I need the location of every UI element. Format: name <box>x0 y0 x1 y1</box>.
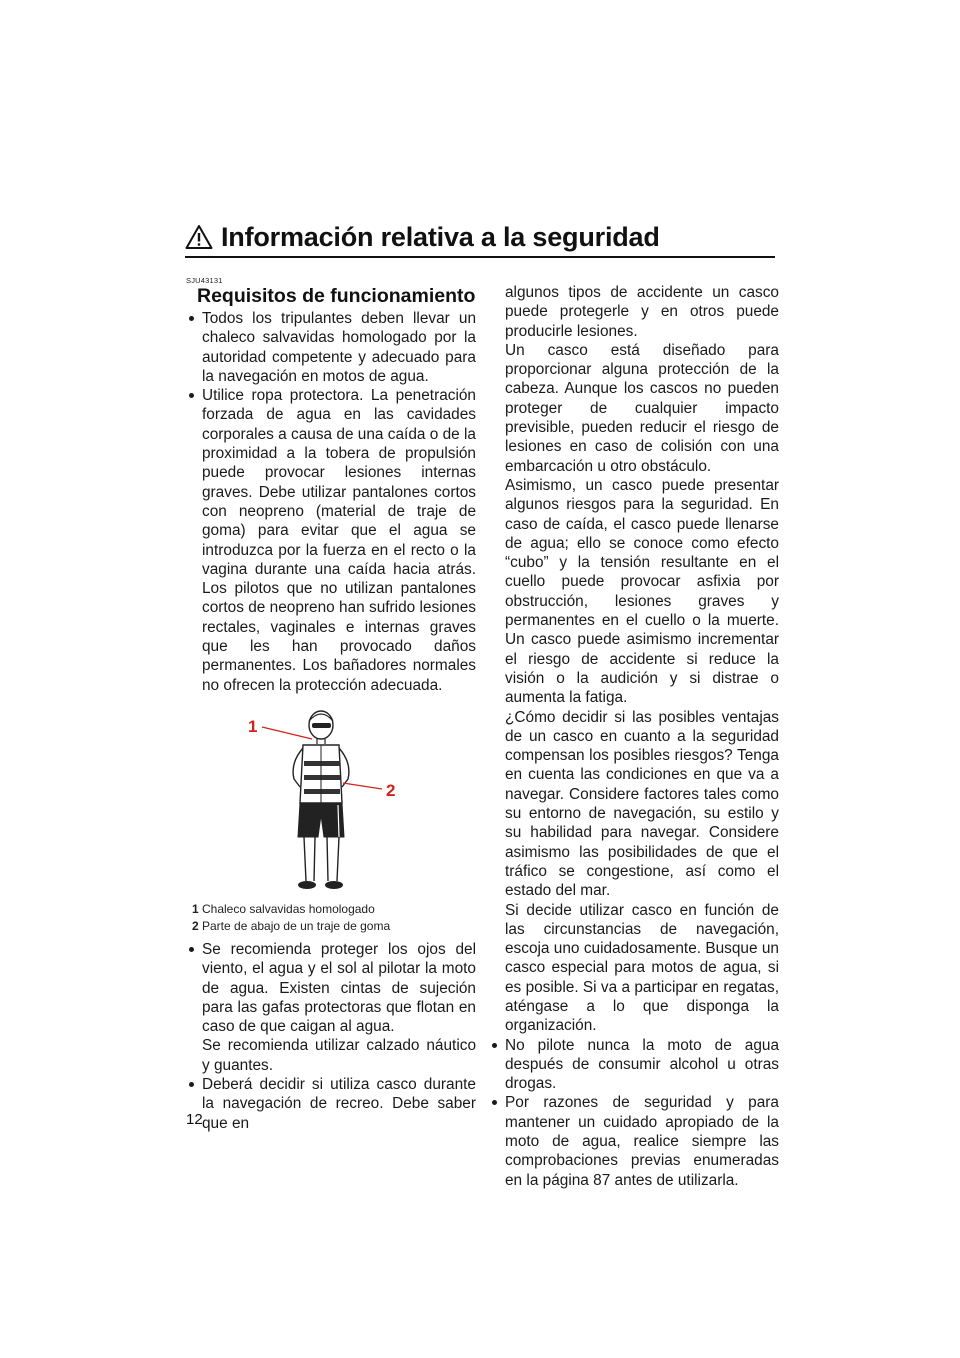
caption-item <box>186 901 476 918</box>
section-title: Requisitos de funcionamiento <box>197 285 476 307</box>
helmet-para-4: ¿Cómo decidir si las posibles ventajas de un casco en cuanto a la seguridad compensan los posibles riesgos? Tenga en cuenta las condiciones en que va a navegar. Considere factores tales como su entorno de navegación, su estilo y su habilidad para navegar. Considere asimismo las posibilidades de que el tráfico se congestione, así como el estado del mar. <box>505 708 779 900</box>
rider-illustration <box>186 703 476 899</box>
caption-item <box>186 918 476 935</box>
right-column <box>489 283 779 1190</box>
bullet-pre-checks: Por razones de seguridad y para mantener un cuidado apropiado de la moto de agua, realice siempre las comprobaciones previas enumeradas en la página 87 antes de utilizarla. <box>489 1093 779 1189</box>
callout-1: 1 <box>248 716 258 736</box>
page-header <box>185 222 775 262</box>
callout-2: 2 <box>386 780 396 800</box>
caption-number: 2 <box>192 918 199 933</box>
page-number: 12 <box>186 1111 203 1128</box>
warning-triangle-icon <box>185 224 213 250</box>
caption-text: Parte de abajo de un traje de goma <box>202 918 391 933</box>
helmet-para-3: Asimismo, un casco puede presentar algunos riesgos para la seguridad. En caso de caída, el casco puede llenarse de agua; ello se conoce como efecto “cubo” y la tensión resultante en el cuello puede provocar asfixia por obstrucción, lesiones graves y permanentes en el cuello o la muerte. Un casco puede asimismo incrementar el riesgo de accidente si reduce la visión o la audición y si distrae o aumenta la fatiga. <box>505 476 779 707</box>
helmet-para-5: Si decide utilizar casco en función de las circunstancias de navegación, escoja uno cuidadosamente. Busque un casco especial para motos de agua, si es posible. Si va a participar en regatas, aténgase a lo que disponga la organización. <box>505 901 779 1035</box>
section-code: SJU43131 <box>186 276 223 285</box>
helmet-para-1: algunos tipos de accidente un casco puede protegerle y en otros puede producirle lesiones. <box>505 284 779 340</box>
caption-number: 1 <box>192 901 199 916</box>
caption-list <box>186 901 476 935</box>
helmet-para-2: Un casco está diseñado para proporcionar alguna protección de la cabeza. Aunque los cascos no pueden proteger de cualquier impacto previsible, pueden reducir el riesgo de lesiones en caso de colisión con una embarcación u otro obstáculo. <box>505 341 779 475</box>
bullet-helmet: Deberá decidir si utiliza casco durante la navegación de recreo. Debe saber que en <box>186 1075 476 1133</box>
bullet-no-alcohol: No pilote nunca la moto de agua después de consumir alcohol u otras drogas. <box>489 1036 779 1094</box>
caption-text: Chaleco salvavidas homologado <box>202 901 375 916</box>
figure-rider-illustration <box>186 703 476 899</box>
footwear-note: Se recomienda utilizar calzado náutico y guantes. <box>202 1037 476 1074</box>
bullet-life-vest: Todos los tripulantes deben llevar un chaleco salvavidas homologado por la autoridad competente y adecuado para la navegación en motos de agua. <box>186 309 476 386</box>
header-title: Información relativa a la seguridad <box>221 222 660 252</box>
bullet-protective-clothing: Utilice ropa protectora. La penetración forzada de agua en las cavidades corporales a causa de una caída o de la proximidad a la tobera de propulsión puede provocar lesiones internas graves. Debe utilizar pantalones cortos con neopreno (material de traje de goma) para evitar que el agua se introduzca por la fuerza en el recto o la vagina durante una caída hacia atrás. Los pilotos que no utilizan pantalones cortos de neopreno han sufrido lesiones rectales, vaginales e internas graves que les han provocado daños permanentes. Los bañadores normales no ofrecen la protección adecuada. <box>186 386 476 695</box>
bullet-eye-protection: Se recomienda proteger los ojos del viento, el agua y el sol al pilotar la moto de agua. Existen cintas de sujeción para las gafas protectoras que flotan en caso de que caigan al agua. <box>186 940 476 1036</box>
left-column <box>186 276 476 1133</box>
header-rule <box>185 256 775 258</box>
